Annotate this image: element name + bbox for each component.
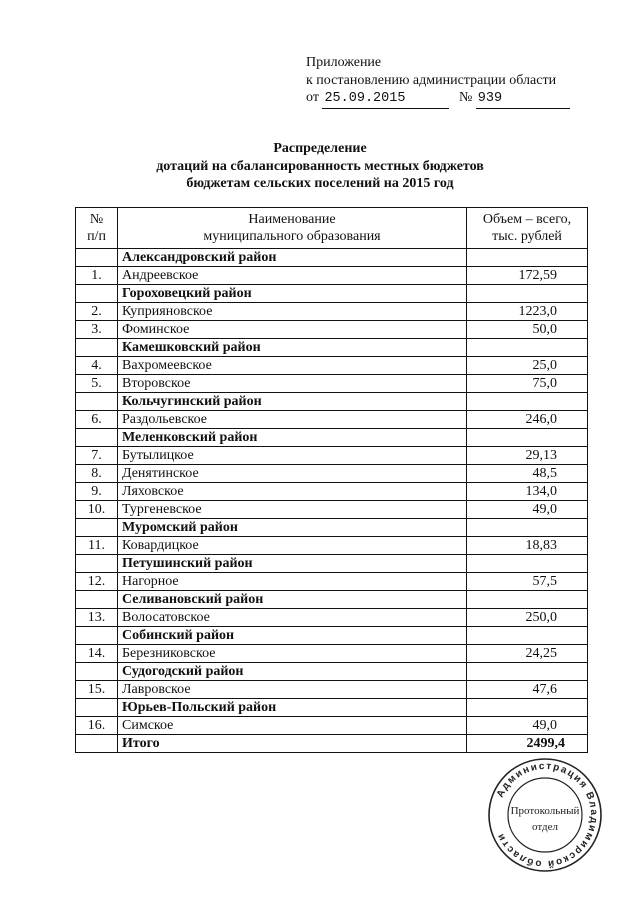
row-name: Лавровское (118, 681, 467, 699)
row-name: Денятинское (118, 465, 467, 483)
row-value: 75,0 (467, 375, 588, 393)
row-num: 5. (76, 375, 118, 393)
table-row (76, 447, 588, 465)
date-prefix: от (306, 90, 319, 105)
table-row (76, 321, 588, 339)
official-stamp (486, 756, 604, 874)
appendix-line2: к постановлению администрации области (306, 72, 557, 88)
row-name: Ковардицкое (118, 537, 467, 555)
row-name: Волосатовское (118, 609, 467, 627)
row-num: 15. (76, 681, 118, 699)
table-row (76, 717, 588, 735)
table-row (76, 267, 588, 285)
district-row (76, 699, 588, 717)
row-value (467, 663, 588, 681)
district-row (76, 249, 588, 267)
row-num: 14. (76, 645, 118, 663)
row-num (76, 429, 118, 447)
row-num (76, 591, 118, 609)
row-value: 50,0 (467, 321, 588, 339)
row-value: 18,83 (467, 537, 588, 555)
table-row (76, 501, 588, 519)
row-name: Бутылицкое (118, 447, 467, 465)
row-num (76, 285, 118, 303)
table-row (76, 645, 588, 663)
row-num: 16. (76, 717, 118, 735)
row-num: 7. (76, 447, 118, 465)
row-value (467, 627, 588, 645)
row-name: Нагорное (118, 573, 467, 591)
decree-date: 25.09.2015 (322, 90, 449, 109)
table-row (76, 537, 588, 555)
row-value: 57,5 (467, 573, 588, 591)
row-value: 24,25 (467, 645, 588, 663)
district-name: Петушинский район (118, 555, 467, 573)
table-header-row (76, 208, 588, 249)
row-name: Вахромеевское (118, 357, 467, 375)
row-num: 8. (76, 465, 118, 483)
row-value (467, 429, 588, 447)
row-value: 25,0 (467, 357, 588, 375)
row-num: 6. (76, 411, 118, 429)
decree-number: 939 (476, 90, 570, 109)
row-num: 10. (76, 501, 118, 519)
table-row (76, 411, 588, 429)
row-num (76, 627, 118, 645)
table-row (76, 303, 588, 321)
district-name: Юрьев-Польский район (118, 699, 467, 717)
table-row (76, 357, 588, 375)
district-name: Собинский район (118, 627, 467, 645)
district-name: Муромский район (118, 519, 467, 537)
table-row (76, 681, 588, 699)
district-name: Меленковский район (118, 429, 467, 447)
row-value: 250,0 (467, 609, 588, 627)
header-value: Объем – всего, тыс. рублей (467, 208, 588, 249)
header-name: Наименование муниципального образования (118, 208, 467, 249)
row-name: Симское (118, 717, 467, 735)
header-num: № п/п (76, 208, 118, 249)
title-line1: Распределение (273, 141, 367, 156)
table-row (76, 573, 588, 591)
district-row (76, 627, 588, 645)
district-name: Селивановский район (118, 591, 467, 609)
title-line3: бюджетам сельских поселений на 2015 год (186, 176, 454, 191)
row-value: 49,0 (467, 501, 588, 519)
table-row (76, 609, 588, 627)
row-value (467, 519, 588, 537)
row-value: 2499,4 (467, 735, 588, 753)
row-num (76, 735, 118, 753)
row-name: Березниковское (118, 645, 467, 663)
title-line2: дотаций на сбалансированность местных бюджетов (156, 158, 484, 174)
district-name: Судогодский район (118, 663, 467, 681)
row-num: 9. (76, 483, 118, 501)
district-name: Камешковский район (118, 339, 467, 357)
row-value: 29,13 (467, 447, 588, 465)
district-name: Кольчугинский район (118, 393, 467, 411)
district-row (76, 663, 588, 681)
row-value (467, 249, 588, 267)
number-prefix: № (458, 90, 473, 105)
table-row (76, 465, 588, 483)
row-value (467, 591, 588, 609)
row-name: Ляховское (118, 483, 467, 501)
appendix-line1: Приложение (306, 55, 382, 70)
row-name: Итого (118, 735, 467, 753)
row-value: 49,0 (467, 717, 588, 735)
district-row (76, 555, 588, 573)
district-row (76, 591, 588, 609)
row-num: 12. (76, 573, 118, 591)
table-row (76, 483, 588, 501)
row-value (467, 285, 588, 303)
row-num (76, 339, 118, 357)
row-num (76, 699, 118, 717)
stamp-center-line1: Протокольный (510, 805, 580, 817)
document-title (0, 140, 640, 193)
row-num (76, 663, 118, 681)
distribution-table (75, 207, 588, 753)
total-row (76, 735, 588, 753)
row-num: 11. (76, 537, 118, 555)
row-name: Фоминское (118, 321, 467, 339)
row-num (76, 519, 118, 537)
stamp-center-line2: отдел (532, 821, 558, 833)
row-value (467, 699, 588, 717)
row-value: 134,0 (467, 483, 588, 501)
row-name: Раздольевское (118, 411, 467, 429)
row-num: 1. (76, 267, 118, 285)
row-name: Андреевское (118, 267, 467, 285)
row-num: 4. (76, 357, 118, 375)
district-row (76, 519, 588, 537)
row-num (76, 249, 118, 267)
table-row (76, 375, 588, 393)
row-name: Второвское (118, 375, 467, 393)
row-num: 13. (76, 609, 118, 627)
row-num (76, 555, 118, 573)
row-name: Куприяновское (118, 303, 467, 321)
row-num (76, 393, 118, 411)
row-value (467, 393, 588, 411)
district-name: Гороховецкий район (118, 285, 467, 303)
district-name: Александровский район (118, 249, 467, 267)
row-value: 48,5 (467, 465, 588, 483)
row-value: 172,59 (467, 267, 588, 285)
district-row (76, 429, 588, 447)
row-num: 2. (76, 303, 118, 321)
row-num: 3. (76, 321, 118, 339)
appendix-line3 (306, 89, 570, 109)
stamp-ring-text: Администрация Владимирской области (494, 760, 600, 870)
row-value: 246,0 (467, 411, 588, 429)
row-name: Тургеневское (118, 501, 467, 519)
row-value: 47,6 (467, 681, 588, 699)
district-row (76, 285, 588, 303)
row-value (467, 555, 588, 573)
district-row (76, 339, 588, 357)
appendix-block (306, 54, 570, 109)
row-value (467, 339, 588, 357)
district-row (76, 393, 588, 411)
row-value: 1223,0 (467, 303, 588, 321)
